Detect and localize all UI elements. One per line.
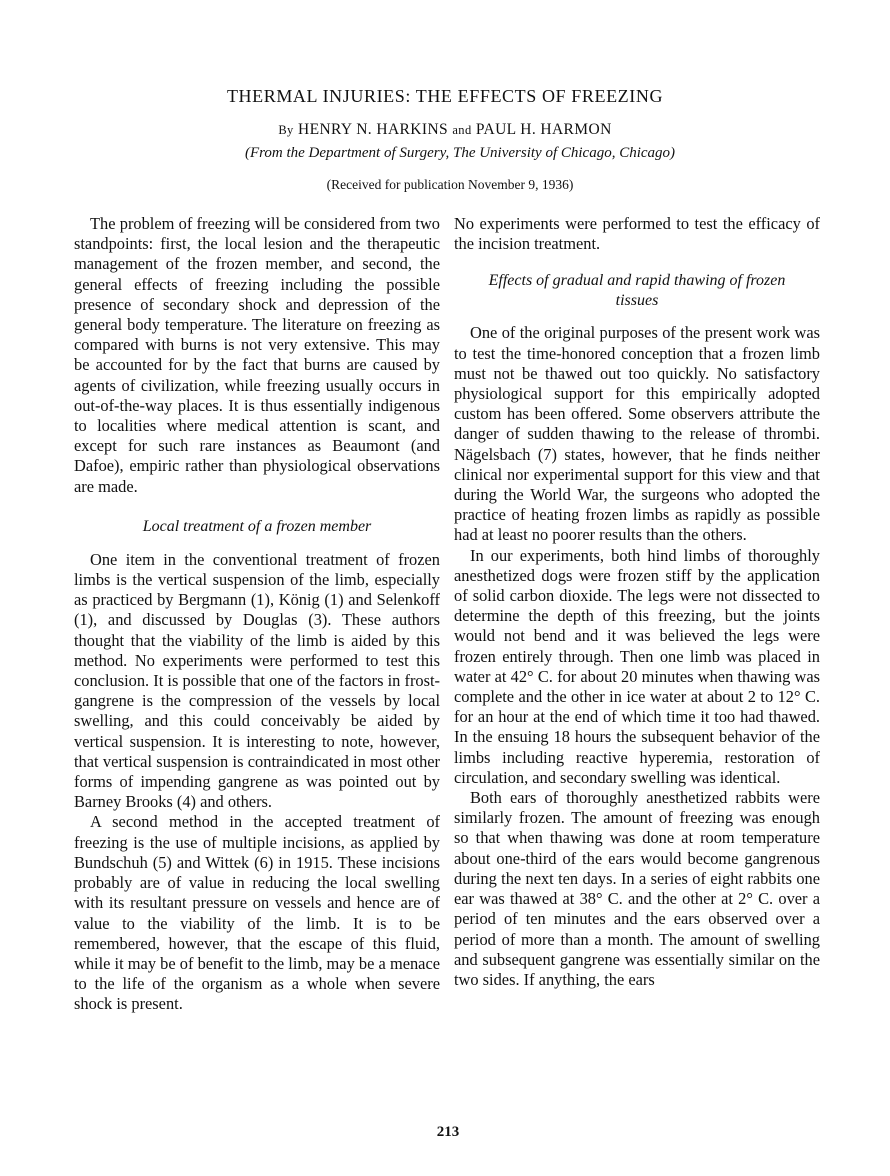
- author-1: HENRY N. HARKINS: [297, 121, 449, 138]
- right-column: [454, 214, 820, 990]
- paragraph-thawing-purpose: One of the original purposes of the present work was to test the time-honored conception that a frozen limb must not be thawed out too quickly. No satisfactory physiological support for this empirically adopted custom has been offered. Some observers attribute the danger of sudden thawing to the release of thrombi. Nägelsbach (7) states, however, that he finds neither clinical nor experimental support for this view and that during the World War, the surgeons who adopted the practice of heating frozen limbs as rapidly as possible had at least no poorer results than the others.: [454, 323, 820, 545]
- section-heading-thawing-line2: tissues: [615, 292, 659, 310]
- byline: [0, 121, 890, 139]
- section-heading-local-treatment: Local treatment of a frozen member: [142, 517, 372, 535]
- affiliation: (From the Department of Surgery, The University of Chicago, Chicago): [244, 145, 676, 161]
- section-heading-thawing: [454, 271, 820, 311]
- paragraph-dog-experiments: In our experiments, both hind limbs of thoroughly anesthetized dogs were frozen stiff by the application of solid carbon dioxide. The legs were not dissected to determine the depth of this freezing, but the joints would not bend and it was believed the legs were frozen entirely through. Then one limb was placed in water at 42° C. for about 20 minutes when thawing was complete and the other in ice water at about 2 to 12° C. for an hour at the end of which time it too had thawed. In the ensuing 18 hours the subsequent behavior of the limbs including reactive hyperemia, restoration of circulation, and secondary swelling was identical.: [454, 545, 820, 787]
- received-date: (Received for publication November 9, 1936): [326, 177, 574, 192]
- paragraph-multiple-incisions: A second method in the accepted treatment of freezing is the use of multiple incisions, as applied by Bundschuh (5) and Wittek (6) in 1915. These incisions probably are of value in reducing the local swelling with its resultant pressure on vessels and hence are of value to the viability of the limb. It is to be remembered, however, that the escape of this fluid, while it may be of benefit to the limb, may be a menace to the life of the organism as a whole when severe shock is present.: [74, 812, 440, 1014]
- author-2: PAUL H. HARMON: [475, 121, 612, 138]
- section-heading-thawing-line1: Effects of gradual and rapid thawing of frozen: [488, 272, 786, 290]
- byline-by: By: [278, 123, 294, 137]
- page-number: 213: [436, 1124, 460, 1140]
- paragraph-rabbit-experiments: Both ears of thoroughly anesthetized rabbits were similarly frozen. The amount of freezing was enough so that when thawing was done at room temperature about one-third of the ears would become gangrenous during the next ten days. In a series of eight rabbits one ear was thawed at 38° C. and the other at 2° C. over a period of ten minutes and the ears observed over a period of more than a month. The amount of swelling and subsequent gangrene was essentially similar on the two sides. If anything, the ears: [454, 788, 820, 989]
- paragraph-intro: The problem of freezing will be considered from two standpoints: first, the local lesion and the therapeutic management of the frozen member, and second, the general effects of freezing including the possible presence of secondary shock and depression of the general body temperature. The literature on freezing as compared with burns is not very extensive. This may be accounted for by the fact that burns are caused by agents of civilization, while freezing usually occurs in out-of-the-way places. It is thus essentially indigenous to localities where medical attention is scant, and except for such rare instances as Beaumont (and Dafoe), empiric rather than physiological observations are made.: [74, 214, 440, 496]
- article-title: THERMAL INJURIES: THE EFFECTS OF FREEZING: [226, 86, 664, 106]
- paragraph-vertical-suspension: One item in the conventional treatment of frozen limbs is the vertical suspension of the limb, especially as practiced by Bergmann (1), König (1) and Selenkoff (1), and discussed by Douglas (3). These authors thought that the viability of the limb is aided by this method. No experiments were performed to test this conclusion. It is possible that one of the factors in frost-gangrene is the compression of the vessels by local swelling, and this could conceivably be aided by vertical suspension. It is interesting to note, however, that vertical suspension is contraindicated in most other forms of impending gangrene as was pointed out by Barney Brooks (4) and others.: [74, 549, 440, 812]
- byline-and: and: [452, 123, 472, 137]
- left-column: [74, 214, 440, 1015]
- paragraph-continued: No experiments were performed to test the efficacy of the incision treatment.: [454, 214, 820, 254]
